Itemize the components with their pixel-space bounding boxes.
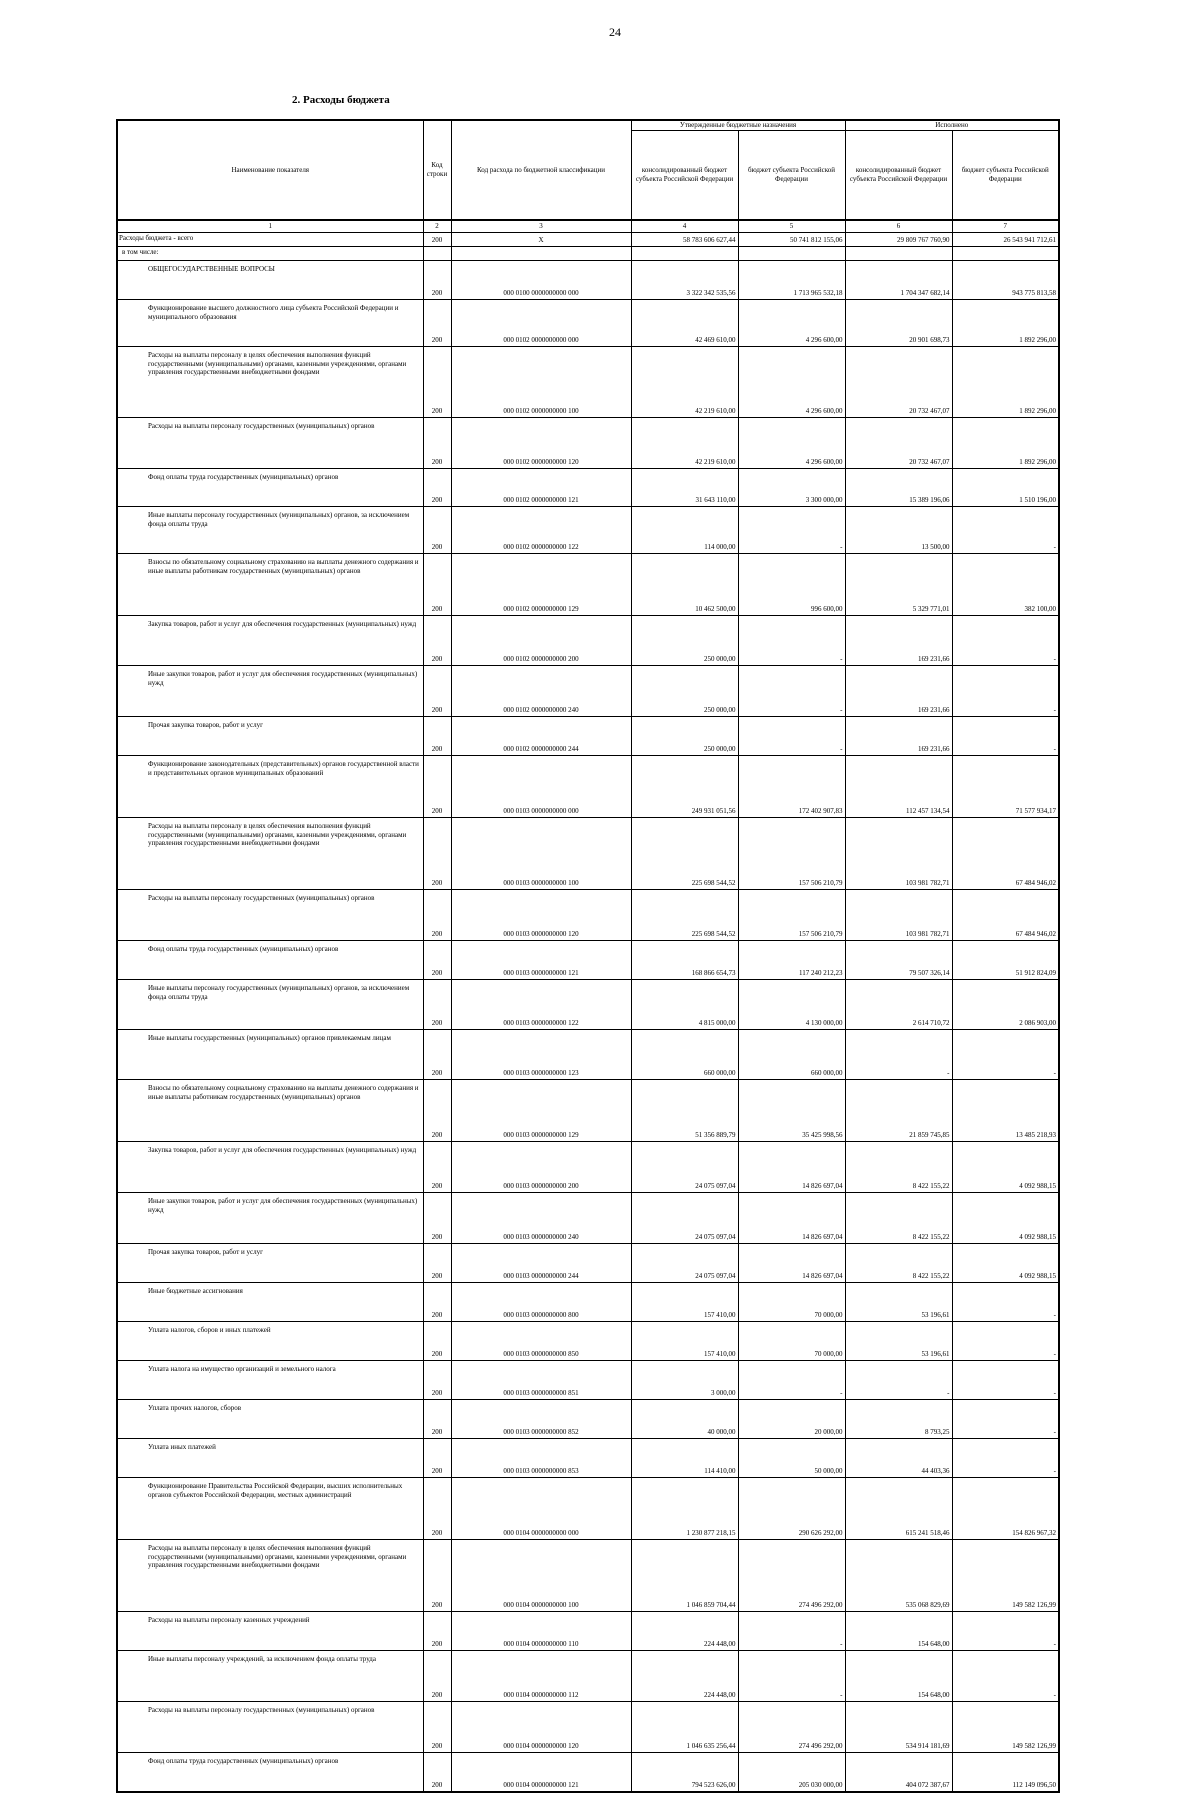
row-name: ОБЩЕГОСУДАРСТВЕННЫЕ ВОПРОСЫ	[117, 260, 423, 299]
row-executed-consolidated: 29 809 767 760,90	[845, 232, 952, 246]
row-class-code: 000 0102 0000000000 100	[451, 346, 631, 417]
row-line-code: 200	[423, 817, 451, 889]
row-approved-consolidated: 157 410,00	[631, 1321, 738, 1360]
header-line-code: Код строки	[423, 120, 451, 220]
row-executed-subject: 13 485 218,93	[952, 1079, 1059, 1141]
row-approved-consolidated: 40 000,00	[631, 1399, 738, 1438]
table-row	[117, 1438, 1059, 1477]
row-line-code: 200	[423, 940, 451, 979]
row-name: Функционирование Правительства Российской Федерации, высших исполнительных органов субъектов Российской Федерации, местных администраций	[117, 1477, 423, 1539]
row-line-code: 200	[423, 468, 451, 506]
column-number: 7	[952, 220, 1059, 232]
row-executed-subject: 4 092 988,15	[952, 1243, 1059, 1282]
row-executed-subject: -	[952, 1029, 1059, 1079]
row-approved-subject: 14 826 697,04	[738, 1192, 845, 1243]
row-approved-consolidated: 250 000,00	[631, 716, 738, 755]
column-number: 2	[423, 220, 451, 232]
row-approved-consolidated: 157 410,00	[631, 1282, 738, 1321]
row-name: Иные закупки товаров, работ и услуг для обеспечения государственных (муниципальных) нужд	[117, 665, 423, 716]
row-approved-subject: -	[738, 716, 845, 755]
row-approved-subject: 205 030 000,00	[738, 1752, 845, 1792]
table-row	[117, 940, 1059, 979]
row-executed-consolidated: 103 981 782,71	[845, 889, 952, 940]
row-line-code: 200	[423, 1752, 451, 1792]
row-executed-subject: 1 892 296,00	[952, 346, 1059, 417]
row-line-code: 200	[423, 1611, 451, 1650]
row-executed-subject: -	[952, 1399, 1059, 1438]
row-name: Расходы на выплаты персоналу в целях обеспечения выполнения функций государственными (муниципальными) органами, казенными учреждениями, органами управления государственными внебюджетными фондами	[117, 346, 423, 417]
row-approved-subject: 4 296 600,00	[738, 299, 845, 346]
header-executed-group: Исполнено	[845, 120, 1059, 131]
row-executed-consolidated: -	[845, 1360, 952, 1399]
row-line-code: 200	[423, 1701, 451, 1752]
row-line-code: 200	[423, 889, 451, 940]
row-approved-subject: 4 296 600,00	[738, 346, 845, 417]
row-line-code: 200	[423, 553, 451, 615]
table-row	[117, 299, 1059, 346]
row-executed-consolidated: 8 422 155,22	[845, 1243, 952, 1282]
row-class-code: 000 0103 0000000000 853	[451, 1438, 631, 1477]
row-name: Уплата налога на имущество организаций и земельного налога	[117, 1360, 423, 1399]
row-approved-consolidated: 42 469 610,00	[631, 299, 738, 346]
table-row	[117, 1079, 1059, 1141]
row-executed-subject: 4 092 988,15	[952, 1141, 1059, 1192]
row-approved-subject: 4 296 600,00	[738, 417, 845, 468]
row-executed-consolidated: 1 704 347 682,14	[845, 260, 952, 299]
row-executed-consolidated: 404 072 387,67	[845, 1752, 952, 1792]
table-row	[117, 232, 1059, 246]
row-class-code: 000 0102 0000000000 240	[451, 665, 631, 716]
row-approved-consolidated: 114 410,00	[631, 1438, 738, 1477]
row-name: Фонд оплаты труда государственных (муниципальных) органов	[117, 940, 423, 979]
row-name: Иные выплаты персоналу государственных (муниципальных) органов, за исключением фонда оплаты труда	[117, 979, 423, 1029]
row-name: Расходы на выплаты персоналу в целях обеспечения выполнения функций государственными (муниципальными) органами, казенными учреждениями, органами управления государственными внебюджетными фондами	[117, 817, 423, 889]
row-approved-consolidated: 51 356 889,79	[631, 1079, 738, 1141]
row-line-code: 200	[423, 1650, 451, 1701]
table-row	[117, 817, 1059, 889]
section-title: 2. Расходы бюджета	[292, 94, 390, 106]
header-approved-consolidated: консолидированный бюджет субъекта Российской Федерации	[631, 131, 738, 221]
row-executed-subject: -	[952, 615, 1059, 665]
header-approved-subject: бюджет субъекта Российской Федерации	[738, 131, 845, 221]
row-class-code: 000 0102 0000000000 121	[451, 468, 631, 506]
row-executed-subject: 67 484 946,02	[952, 889, 1059, 940]
row-name: Уплата иных платежей	[117, 1438, 423, 1477]
row-executed-consolidated: 8 422 155,22	[845, 1141, 952, 1192]
row-approved-consolidated: 58 783 606 627,44	[631, 232, 738, 246]
row-class-code: 000 0103 0000000000 851	[451, 1360, 631, 1399]
row-line-code: 200	[423, 1321, 451, 1360]
row-approved-subject: 14 826 697,04	[738, 1243, 845, 1282]
row-executed-consolidated: 8 422 155,22	[845, 1192, 952, 1243]
row-approved-consolidated: 4 815 000,00	[631, 979, 738, 1029]
row-class-code: 000 0103 0000000000 100	[451, 817, 631, 889]
row-executed-subject: 149 582 126,99	[952, 1539, 1059, 1611]
row-name: Расходы бюджета - всего	[117, 232, 423, 246]
row-executed-consolidated: 112 457 134,54	[845, 755, 952, 817]
row-executed-consolidated: -	[845, 1029, 952, 1079]
row-approved-subject: -	[738, 1611, 845, 1650]
row-name: Взносы по обязательному социальному страхованию на выплаты денежного содержания и иные выплаты работникам государственных (муниципальных) органов	[117, 1079, 423, 1141]
row-executed-subject: 71 577 934,17	[952, 755, 1059, 817]
row-class-code: 000 0103 0000000000 240	[451, 1192, 631, 1243]
table-row	[117, 1243, 1059, 1282]
row-approved-subject: 50 000,00	[738, 1438, 845, 1477]
row-approved-subject: 3 300 000,00	[738, 468, 845, 506]
row-executed-subject: 382 100,00	[952, 553, 1059, 615]
table-row	[117, 665, 1059, 716]
row-approved-subject: 50 741 812 155,06	[738, 232, 845, 246]
row-line-code: 200	[423, 1192, 451, 1243]
table-row	[117, 1192, 1059, 1243]
row-class-code: 000 0104 0000000000 121	[451, 1752, 631, 1792]
row-executed-subject: 67 484 946,02	[952, 817, 1059, 889]
column-number: 3	[451, 220, 631, 232]
row-line-code: 200	[423, 1399, 451, 1438]
row-approved-subject: -	[738, 506, 845, 553]
row-class-code: 000 0103 0000000000 000	[451, 755, 631, 817]
row-executed-consolidated: 44 403,36	[845, 1438, 952, 1477]
row-line-code: 200	[423, 979, 451, 1029]
header-executed-subject: бюджет субъекта Российской Федерации	[952, 131, 1059, 221]
row-executed-consolidated: 53 196,61	[845, 1321, 952, 1360]
row-executed-consolidated: 169 231,66	[845, 716, 952, 755]
row-executed-subject: 943 775 813,58	[952, 260, 1059, 299]
table-row	[117, 468, 1059, 506]
header-executed-consolidated: консолидированный бюджет субъекта Российской Федерации	[845, 131, 952, 221]
row-approved-subject: 274 496 292,00	[738, 1701, 845, 1752]
row-executed-subject: 4 092 988,15	[952, 1192, 1059, 1243]
row-executed-consolidated: 615 241 518,46	[845, 1477, 952, 1539]
row-name: Расходы на выплаты персоналу государственных (муниципальных) органов	[117, 1701, 423, 1752]
row-approved-subject: 117 240 212,23	[738, 940, 845, 979]
row-class-code: 000 0102 0000000000 000	[451, 299, 631, 346]
row-name: Закупка товаров, работ и услуг для обеспечения государственных (муниципальных) нужд	[117, 615, 423, 665]
row-executed-subject: 2 086 903,00	[952, 979, 1059, 1029]
table-row	[117, 346, 1059, 417]
page-number: 24	[609, 25, 621, 39]
row-approved-subject: 157 506 210,79	[738, 889, 845, 940]
row-executed-subject: 1 892 296,00	[952, 417, 1059, 468]
table-row	[117, 615, 1059, 665]
row-executed-subject: 1 510 196,00	[952, 468, 1059, 506]
row-approved-consolidated: 250 000,00	[631, 615, 738, 665]
row-name: Закупка товаров, работ и услуг для обеспечения государственных (муниципальных) нужд	[117, 1141, 423, 1192]
row-approved-subject: 996 600,00	[738, 553, 845, 615]
row-approved-subject: 70 000,00	[738, 1321, 845, 1360]
row-executed-consolidated: 2 614 710,72	[845, 979, 952, 1029]
row-approved-subject: 1 713 965 532,18	[738, 260, 845, 299]
column-number: 1	[117, 220, 423, 232]
row-approved-consolidated: 225 698 544,52	[631, 817, 738, 889]
row-class-code: 000 0103 0000000000 244	[451, 1243, 631, 1282]
table-row	[117, 1360, 1059, 1399]
row-line-code: 200	[423, 1141, 451, 1192]
row-approved-subject: -	[738, 665, 845, 716]
row-executed-subject: -	[952, 1321, 1059, 1360]
row-executed-subject: 26 543 941 712,61	[952, 232, 1059, 246]
row-line-code: 200	[423, 506, 451, 553]
row-executed-consolidated: 534 914 181,69	[845, 1701, 952, 1752]
table-row	[117, 1611, 1059, 1650]
row-line-code: 200	[423, 755, 451, 817]
row-line-code: 200	[423, 615, 451, 665]
row-executed-subject: 154 826 967,32	[952, 1477, 1059, 1539]
row-executed-consolidated: 20 732 467,07	[845, 346, 952, 417]
row-approved-subject: 20 000,00	[738, 1399, 845, 1438]
row-class-code: 000 0104 0000000000 110	[451, 1611, 631, 1650]
row-executed-consolidated: 169 231,66	[845, 665, 952, 716]
table-row	[117, 1141, 1059, 1192]
row-name: Уплата прочих налогов, сборов	[117, 1399, 423, 1438]
row-approved-consolidated: 660 000,00	[631, 1029, 738, 1079]
row-line-code: 200	[423, 260, 451, 299]
row-class-code: X	[451, 232, 631, 246]
row-class-code: 000 0103 0000000000 122	[451, 979, 631, 1029]
row-line-code: 200	[423, 417, 451, 468]
row-executed-subject: -	[952, 716, 1059, 755]
row-approved-consolidated: 24 075 097,04	[631, 1243, 738, 1282]
table-row	[117, 1477, 1059, 1539]
row-executed-subject: -	[952, 1360, 1059, 1399]
row-executed-subject: -	[952, 1650, 1059, 1701]
row-approved-consolidated: 3 322 342 535,56	[631, 260, 738, 299]
row-executed-consolidated: 535 068 829,69	[845, 1539, 952, 1611]
table-row	[117, 1650, 1059, 1701]
row-class-code: 000 0103 0000000000 850	[451, 1321, 631, 1360]
column-number: 5	[738, 220, 845, 232]
row-approved-consolidated: 114 000,00	[631, 506, 738, 553]
row-class-code: 000 0104 0000000000 120	[451, 1701, 631, 1752]
row-approved-consolidated: 24 075 097,04	[631, 1192, 738, 1243]
row-approved-subject: -	[738, 615, 845, 665]
table-row	[117, 1282, 1059, 1321]
row-name: Иные бюджетные ассигнования	[117, 1282, 423, 1321]
row-executed-consolidated: 103 981 782,71	[845, 817, 952, 889]
row-executed-consolidated: 154 648,00	[845, 1650, 952, 1701]
row-name: Уплата налогов, сборов и иных платежей	[117, 1321, 423, 1360]
row-approved-consolidated	[631, 246, 738, 260]
row-executed-consolidated	[845, 246, 952, 260]
row-executed-consolidated: 8 793,25	[845, 1399, 952, 1438]
table-row	[117, 1539, 1059, 1611]
row-name: Расходы на выплаты персоналу государственных (муниципальных) органов	[117, 417, 423, 468]
row-name: Расходы на выплаты персоналу государственных (муниципальных) органов	[117, 889, 423, 940]
row-line-code: 200	[423, 299, 451, 346]
row-class-code: 000 0100 0000000000 000	[451, 260, 631, 299]
row-name: Иные выплаты государственных (муниципальных) органов привлекаемым лицам	[117, 1029, 423, 1079]
row-line-code: 200	[423, 1243, 451, 1282]
row-executed-consolidated: 169 231,66	[845, 615, 952, 665]
row-approved-consolidated: 224 448,00	[631, 1650, 738, 1701]
row-name: Прочая закупка товаров, работ и услуг	[117, 716, 423, 755]
row-executed-subject: 1 892 296,00	[952, 299, 1059, 346]
row-approved-consolidated: 24 075 097,04	[631, 1141, 738, 1192]
row-executed-consolidated: 53 196,61	[845, 1282, 952, 1321]
row-line-code: 200	[423, 1477, 451, 1539]
row-approved-consolidated: 42 219 610,00	[631, 417, 738, 468]
row-class-code: 000 0103 0000000000 800	[451, 1282, 631, 1321]
table-row	[117, 506, 1059, 553]
row-class-code: 000 0104 0000000000 112	[451, 1650, 631, 1701]
header-class-code: Код расхода по бюджетной классификации	[451, 120, 631, 220]
row-approved-consolidated: 1 046 859 704,44	[631, 1539, 738, 1611]
row-executed-subject	[952, 246, 1059, 260]
row-line-code: 200	[423, 1282, 451, 1321]
row-class-code: 000 0104 0000000000 100	[451, 1539, 631, 1611]
row-line-code: 200	[423, 716, 451, 755]
table-row	[117, 1701, 1059, 1752]
row-class-code: 000 0102 0000000000 200	[451, 615, 631, 665]
header-approved-group: Утвержденные бюджетные назначения	[631, 120, 845, 131]
expenditures-table	[116, 119, 1060, 1793]
row-approved-consolidated: 3 000,00	[631, 1360, 738, 1399]
row-name: Фонд оплаты труда государственных (муниципальных) органов	[117, 468, 423, 506]
table-row	[117, 1029, 1059, 1079]
row-approved-consolidated: 31 643 110,00	[631, 468, 738, 506]
row-class-code: 000 0103 0000000000 129	[451, 1079, 631, 1141]
row-name: Иные выплаты персоналу государственных (муниципальных) органов, за исключением фонда оплаты труда	[117, 506, 423, 553]
row-name: Иные выплаты персоналу учреждений, за исключением фонда оплаты труда	[117, 1650, 423, 1701]
row-class-code: 000 0102 0000000000 244	[451, 716, 631, 755]
row-executed-consolidated: 79 507 326,14	[845, 940, 952, 979]
row-approved-consolidated: 10 462 500,00	[631, 553, 738, 615]
row-line-code	[423, 246, 451, 260]
row-approved-consolidated: 250 000,00	[631, 665, 738, 716]
table-row	[117, 979, 1059, 1029]
row-approved-subject: 4 130 000,00	[738, 979, 845, 1029]
row-executed-subject: -	[952, 506, 1059, 553]
row-approved-consolidated: 1 046 635 256,44	[631, 1701, 738, 1752]
row-line-code: 200	[423, 665, 451, 716]
row-approved-subject: 172 402 907,83	[738, 755, 845, 817]
row-executed-subject: -	[952, 665, 1059, 716]
row-executed-consolidated: 15 389 196,06	[845, 468, 952, 506]
row-executed-consolidated: 5 329 771,01	[845, 553, 952, 615]
row-approved-subject: 660 000,00	[738, 1029, 845, 1079]
row-executed-subject: 51 912 824,09	[952, 940, 1059, 979]
row-executed-consolidated: 21 859 745,85	[845, 1079, 952, 1141]
column-number: 4	[631, 220, 738, 232]
row-executed-consolidated: 13 500,00	[845, 506, 952, 553]
row-line-code: 200	[423, 1438, 451, 1477]
row-class-code: 000 0102 0000000000 120	[451, 417, 631, 468]
row-approved-consolidated: 1 230 877 218,15	[631, 1477, 738, 1539]
row-line-code: 200	[423, 1079, 451, 1141]
row-approved-consolidated: 794 523 626,00	[631, 1752, 738, 1792]
table-row	[117, 1321, 1059, 1360]
column-number: 6	[845, 220, 952, 232]
row-executed-consolidated: 154 648,00	[845, 1611, 952, 1650]
row-name: Прочая закупка товаров, работ и услуг	[117, 1243, 423, 1282]
row-line-code: 200	[423, 232, 451, 246]
row-executed-subject: -	[952, 1438, 1059, 1477]
table-row	[117, 889, 1059, 940]
row-class-code: 000 0102 0000000000 122	[451, 506, 631, 553]
row-executed-subject: 149 582 126,99	[952, 1701, 1059, 1752]
row-approved-consolidated: 168 866 654,73	[631, 940, 738, 979]
row-approved-subject: -	[738, 1650, 845, 1701]
row-class-code: 000 0103 0000000000 123	[451, 1029, 631, 1079]
row-approved-subject	[738, 246, 845, 260]
row-class-code: 000 0103 0000000000 120	[451, 889, 631, 940]
row-approved-subject: 290 626 292,00	[738, 1477, 845, 1539]
row-class-code: 000 0103 0000000000 121	[451, 940, 631, 979]
row-name: Взносы по обязательному социальному страхованию на выплаты денежного содержания и иные выплаты работникам государственных (муниципальных) органов	[117, 553, 423, 615]
row-class-code: 000 0104 0000000000 000	[451, 1477, 631, 1539]
row-line-code: 200	[423, 346, 451, 417]
row-approved-subject: -	[738, 1360, 845, 1399]
row-name: Фонд оплаты труда государственных (муниципальных) органов	[117, 1752, 423, 1792]
row-approved-subject: 274 496 292,00	[738, 1539, 845, 1611]
row-approved-consolidated: 249 931 051,56	[631, 755, 738, 817]
table-row	[117, 755, 1059, 817]
row-executed-subject: -	[952, 1282, 1059, 1321]
row-class-code: 000 0103 0000000000 852	[451, 1399, 631, 1438]
row-executed-subject: -	[952, 1611, 1059, 1650]
row-name: Расходы на выплаты персоналу в целях обеспечения выполнения функций государственными (муниципальными) органами, казенными учреждениями, органами управления государственными внебюджетными фондами	[117, 1539, 423, 1611]
row-approved-subject: 157 506 210,79	[738, 817, 845, 889]
row-approved-consolidated: 224 448,00	[631, 1611, 738, 1650]
table-row	[117, 1399, 1059, 1438]
header-name: Наименование показателя	[117, 120, 423, 220]
row-line-code: 200	[423, 1360, 451, 1399]
row-approved-consolidated: 42 219 610,00	[631, 346, 738, 417]
row-executed-subject: 112 149 096,50	[952, 1752, 1059, 1792]
row-executed-consolidated: 20 901 698,73	[845, 299, 952, 346]
row-name: Функционирование законодательных (представительных) органов государственной власти и представительных органов муниципальных образований	[117, 755, 423, 817]
row-name: Расходы на выплаты персоналу казенных учреждений	[117, 1611, 423, 1650]
row-class-code	[451, 246, 631, 260]
table-row	[117, 553, 1059, 615]
row-name: Функционирование высшего должностного лица субъекта Российской Федерации и муниципального образования	[117, 299, 423, 346]
row-class-code: 000 0103 0000000000 200	[451, 1141, 631, 1192]
row-approved-subject: 35 425 998,56	[738, 1079, 845, 1141]
row-name: Иные закупки товаров, работ и услуг для обеспечения государственных (муниципальных) нужд	[117, 1192, 423, 1243]
row-name: в том числе:	[117, 246, 423, 260]
row-approved-subject: 70 000,00	[738, 1282, 845, 1321]
row-executed-consolidated: 20 732 467,07	[845, 417, 952, 468]
table-row	[117, 417, 1059, 468]
row-approved-consolidated: 225 698 544,52	[631, 889, 738, 940]
row-class-code: 000 0102 0000000000 129	[451, 553, 631, 615]
row-approved-subject: 14 826 697,04	[738, 1141, 845, 1192]
row-line-code: 200	[423, 1029, 451, 1079]
table-row	[117, 1752, 1059, 1792]
row-line-code: 200	[423, 1539, 451, 1611]
table-row	[117, 716, 1059, 755]
table-row	[117, 246, 1059, 260]
table-row	[117, 260, 1059, 299]
